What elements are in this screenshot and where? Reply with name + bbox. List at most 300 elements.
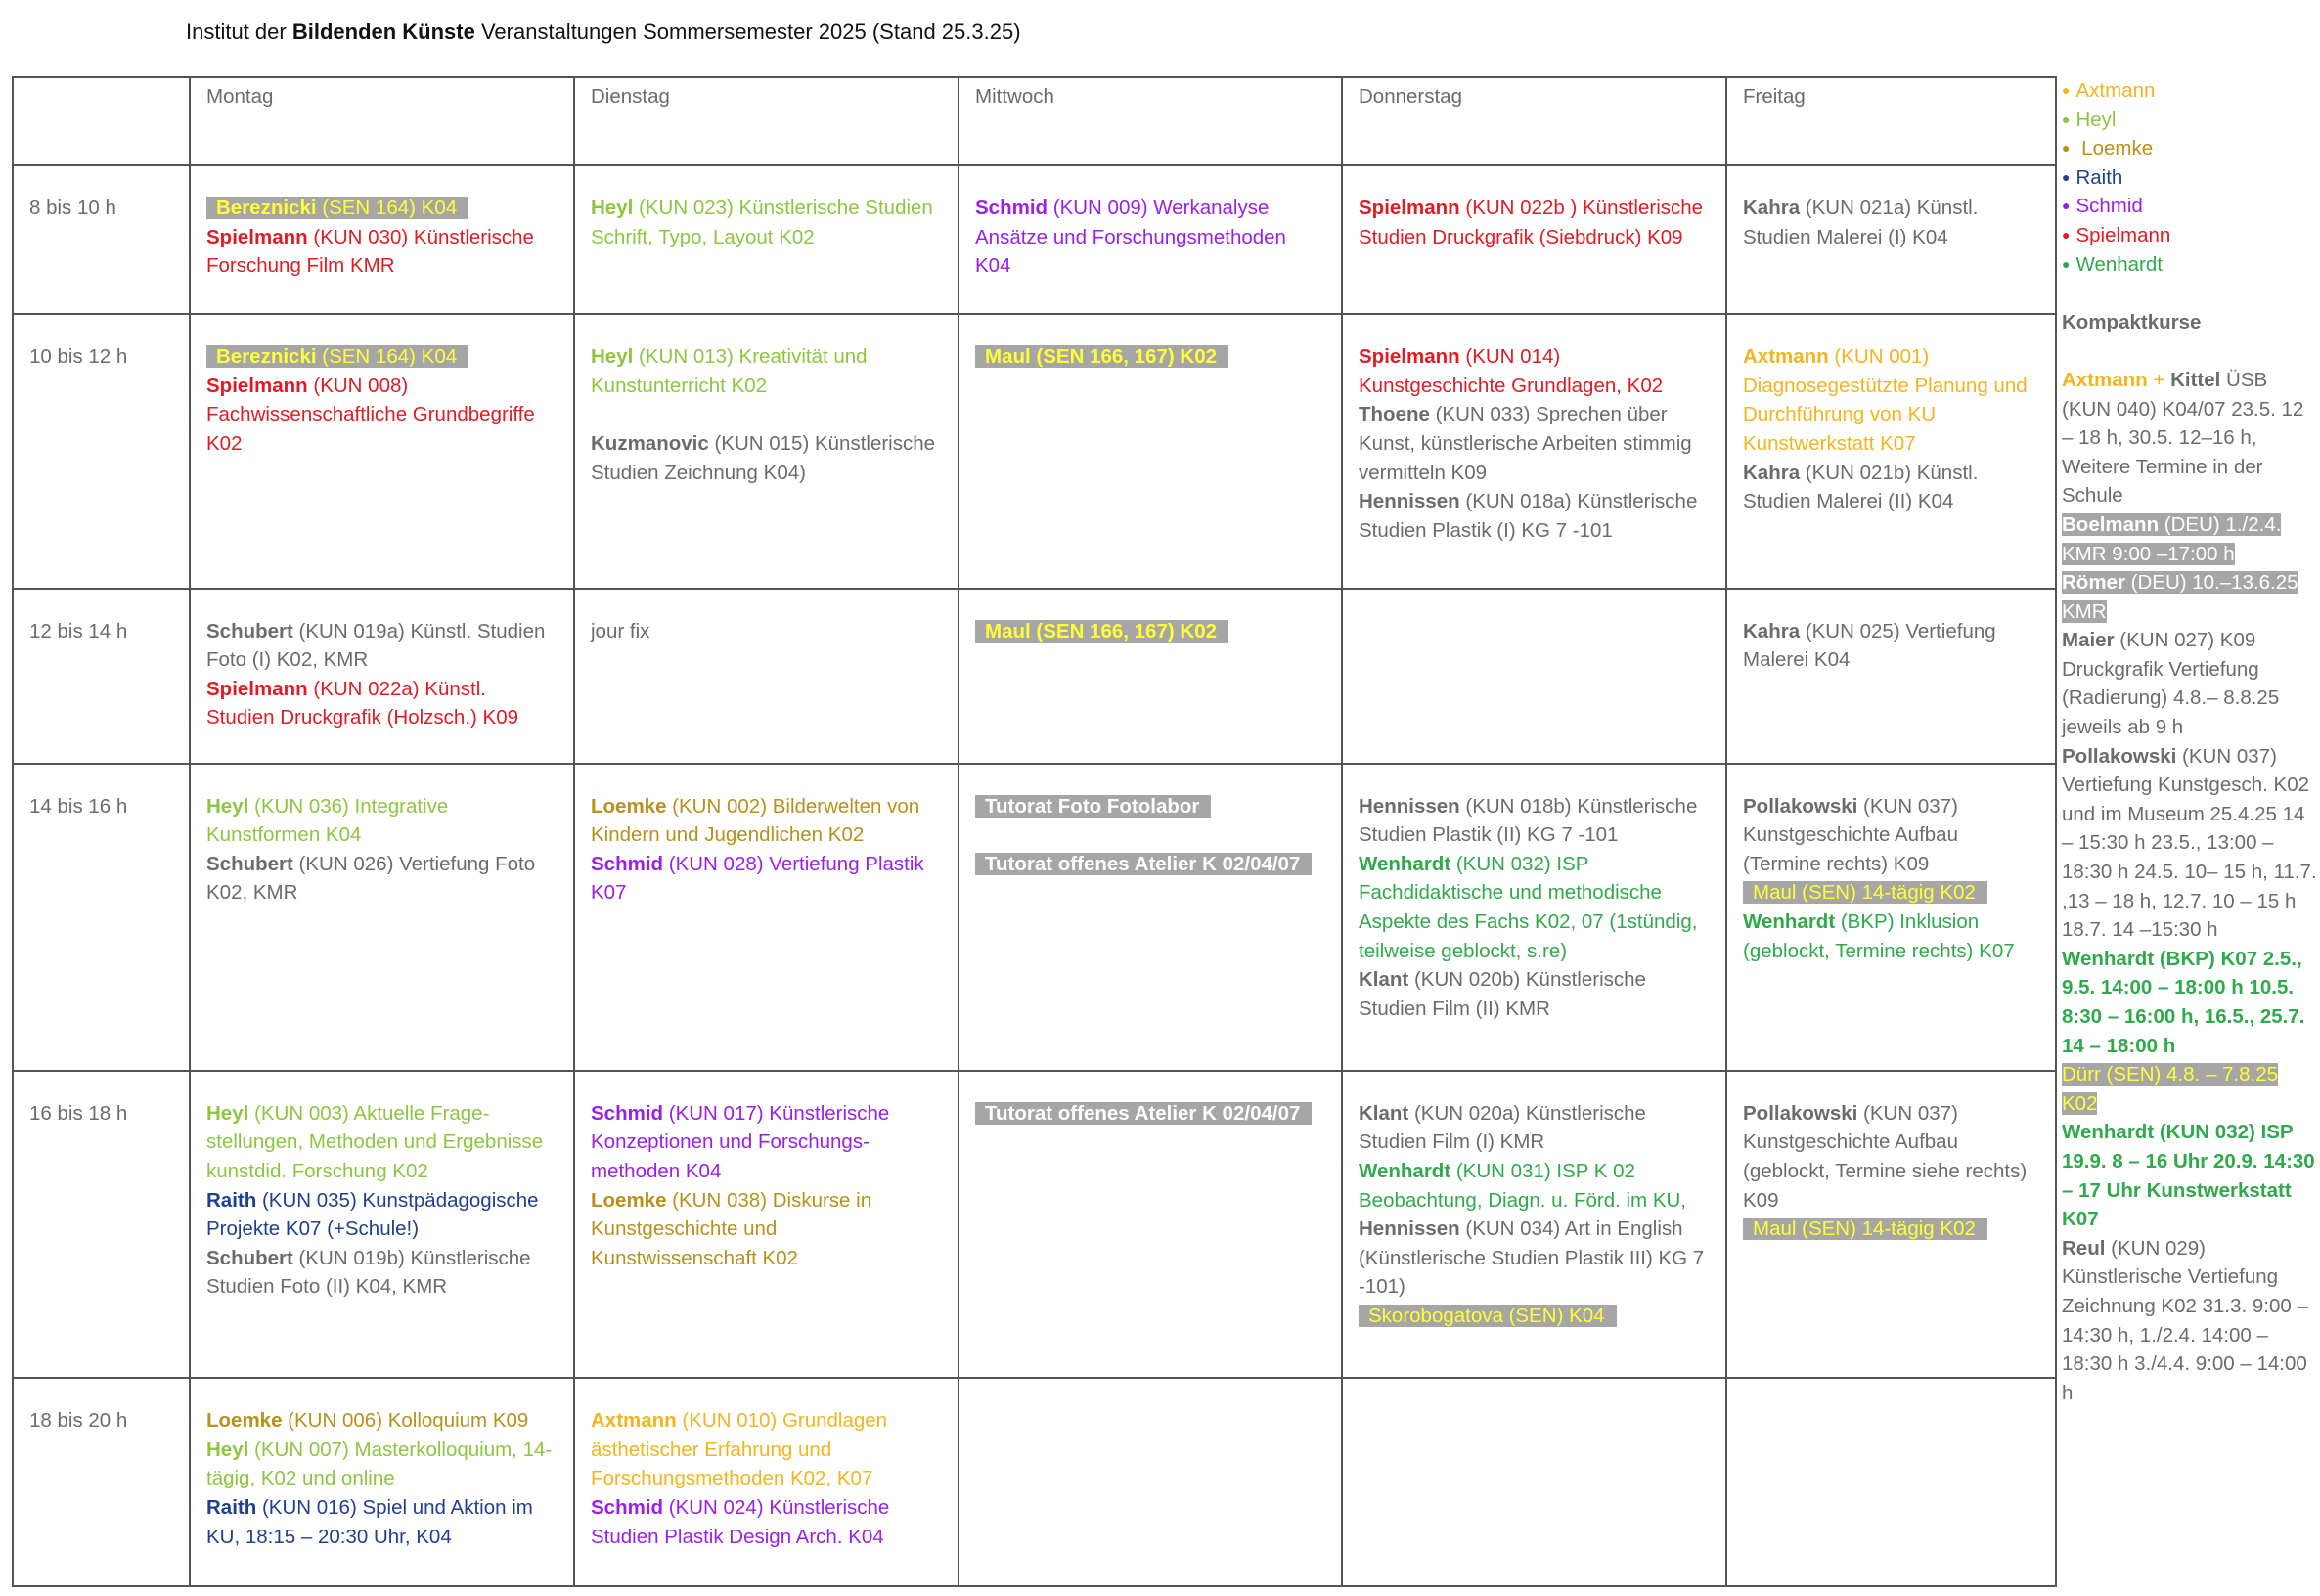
lecturer-name: Wenhardt [2062, 947, 2155, 970]
course-text [1359, 345, 1663, 397]
course-text [975, 197, 1286, 277]
course-details: jour fix [591, 619, 650, 643]
schedule-cell [959, 1071, 1342, 1378]
legend-name: Raith [2075, 165, 2123, 189]
course-text [206, 620, 545, 672]
course-text [1359, 1102, 1646, 1154]
course-text [1743, 881, 1987, 904]
course-entry [206, 372, 558, 459]
course-text [1359, 1305, 1617, 1327]
lecturer-name: Wenhardt [1359, 852, 1451, 875]
lecturer-name: Pollakowski [2062, 744, 2177, 768]
kompakt-text [2062, 571, 2298, 623]
kompakt-details: + [2147, 368, 2171, 391]
kompakt-text [2062, 948, 2304, 1057]
lecturer-name: Maier [2062, 629, 2115, 652]
course-details: (KUN 022a) Künstl. Studien Druckgrafik (Holzsch.) K09 [206, 677, 519, 730]
course-text [206, 375, 535, 455]
kompakt-text [2062, 629, 2279, 738]
kompakt-entry [2062, 626, 2318, 741]
course-entry [1359, 1302, 1710, 1331]
kompakt-text [2062, 745, 2317, 942]
legend-name: Loemke [2075, 137, 2154, 160]
schedule-cell [1342, 589, 1726, 764]
course-details: (KUN 002) Bilderwelten von Kindern und Jugendlichen K02 [591, 794, 920, 847]
course-entry [206, 617, 558, 675]
course-details: (KUN 024) Künstlerische Studien Plastik Design Arch. K04 [591, 1495, 890, 1548]
schedule-cell [1726, 165, 2056, 314]
lecturer-name: Raith [206, 1188, 257, 1212]
schedule-cell [1726, 314, 2056, 588]
course-text [1743, 795, 1958, 875]
lecturer-name: Spielmann [206, 677, 308, 700]
course-entry [206, 194, 558, 223]
lecturer-name: Heyl [591, 345, 634, 369]
course-text [975, 853, 1312, 875]
course-entry [206, 1244, 558, 1302]
title-part-3: Veranstaltungen Sommersemester 2025 (Stand 25.3.25) [474, 20, 1021, 44]
lecturer-name: Axtmann [591, 1409, 677, 1433]
course-entry [1743, 617, 2039, 675]
time-slot-row [13, 1071, 2056, 1378]
course-text [206, 226, 534, 278]
legend-item [2062, 106, 2318, 135]
course-entry [1359, 792, 1710, 850]
course-details: (KUN 007) Masterkolloquium, 14-tägig, K02 und online [206, 1438, 553, 1490]
course-entry [206, 1099, 558, 1186]
course-entry [1359, 400, 1710, 487]
course-entry [1743, 1215, 2039, 1244]
course-text [206, 1102, 543, 1182]
lecturer-name: Römer [2062, 571, 2125, 595]
course-entry [206, 342, 558, 372]
course-text [206, 678, 518, 730]
course-entry [975, 617, 1325, 646]
kompakt-details: (DEU) 1./2.4. KMR 9:00 –17:00 h [2062, 512, 2282, 565]
lecturer-name: Tutorat offenes Atelier K 02/04/07 [985, 852, 1301, 875]
course-entry [975, 194, 1325, 281]
day-header: Donnerstag [1342, 77, 1726, 165]
legend-item [2062, 76, 2318, 106]
legend-name: Spielmann [2075, 223, 2171, 246]
legend-name: Wenhardt [2075, 252, 2163, 276]
kompakt-text [2062, 369, 2303, 507]
title-part-1: Institut der [186, 20, 292, 44]
lecturer-name: Schubert [206, 619, 293, 643]
course-entry [206, 792, 558, 850]
kompakt-details: ÜSB (KUN 040) K04/07 23.5. 12 – 18 h, 30.5. 12–16 h, Weitere Termine in der Schule [2062, 368, 2304, 508]
kompakt-entry [2062, 945, 2318, 1060]
lecturer-name: Kahra [1743, 197, 1801, 219]
course-entry [206, 1436, 558, 1493]
kompakt-details: (KUN 027) K09 Druckgrafik Vertiefung (Radierung) 4.8.– 8.8.25 jeweils ab 9 h [2062, 629, 2280, 739]
lecturer-name: Hennissen [1359, 490, 1460, 513]
course-text [206, 1189, 539, 1241]
lecturer-name: Schubert [206, 852, 293, 875]
course-details: (KUN 021a) Künstl. Studien Malerei (I) K04 [1743, 197, 1979, 248]
course-details: (KUN 033) Sprechen über Kunst, künstlerische Arbeiten stimmig vermitteln K09 [1359, 403, 1692, 484]
kompakt-entry [2062, 742, 2318, 945]
course-text [1359, 197, 1703, 248]
course-text [206, 1409, 528, 1432]
lecturer-name: Schmid [591, 1495, 664, 1519]
lecturer-name: Dürr [2062, 1063, 2101, 1086]
course-text [591, 345, 868, 397]
schedule-cell [190, 764, 574, 1071]
kompakt-entry [2062, 1234, 2318, 1408]
schedule-table [12, 76, 2057, 1587]
schedule-cell [1342, 1378, 1726, 1586]
course-entry [1359, 1215, 1710, 1302]
lecturer-name: Tutorat Foto Fotolabor [985, 794, 1200, 818]
lecturer-name: Loemke [206, 1409, 283, 1433]
lecturer-name: Raith [206, 1495, 257, 1519]
course-text [1743, 620, 1996, 672]
legend-item [2062, 250, 2318, 280]
kompakt-entry [2062, 1118, 2318, 1233]
legend-item [2062, 163, 2318, 193]
schedule-cell [574, 589, 959, 764]
kompakt-entry [2062, 1060, 2318, 1118]
course-text [206, 1496, 533, 1548]
course-details: (KUN 018a) Künstlerische Studien Plastik (I) KG 7 -101 [1359, 490, 1698, 542]
course-text [1359, 853, 1697, 962]
course-text [1743, 910, 2015, 962]
lecturer-name: Schmid [975, 197, 1048, 219]
kompakt-text [2062, 1063, 2278, 1115]
course-text [591, 1189, 871, 1269]
kompakt-details: (DEU) 10.–13.6.25 KMR [2062, 571, 2298, 623]
lecturer-name: Hennissen [1359, 1218, 1460, 1241]
course-text [1743, 345, 2028, 455]
course-text [591, 620, 649, 643]
color-legend [2062, 76, 2318, 279]
course-details: (SEN 164) K04 [316, 197, 458, 219]
course-entry [975, 342, 1325, 372]
course-text [206, 345, 468, 368]
legend-dot-icon: ● [2062, 255, 2071, 272]
lecturer-name: Kuzmanovic [591, 431, 709, 455]
course-text [591, 197, 933, 248]
course-details: Maul (SEN) 14-tägig K02 [1753, 1218, 1976, 1241]
course-text [1359, 1160, 1686, 1212]
course-entry [206, 1493, 558, 1551]
course-details: (KUN 020b) Künstlerische Studien Film (II) KMR [1359, 968, 1646, 1020]
legend-item [2062, 134, 2318, 163]
course-entry [591, 850, 942, 908]
kompakt-details: (SEN) 4.8. – 7.8.25 K02 [2062, 1063, 2279, 1115]
lecturer-name: Boelmann [2062, 512, 2160, 536]
course-text [1743, 1102, 2027, 1212]
course-details: (KUN 020a) Künstlerische Studien Film (I) KMR [1359, 1101, 1646, 1154]
course-details: (KUN 015) Künstlerische Studien Zeichnung K04) [591, 431, 936, 484]
course-details: (KUN 016) Spiel und Aktion im KU, 18:15 – 20:30 Uhr, K04 [206, 1495, 533, 1548]
course-text [1359, 795, 1697, 847]
lecturer-name: Spielmann [1359, 197, 1460, 219]
course-text [1743, 462, 1978, 513]
time-slot-row [13, 764, 2056, 1071]
course-details: (KUN 013) Kreativität und Kunstunterricht K02 [591, 345, 868, 397]
course-entry [591, 792, 942, 850]
lecturer-name: Pollakowski [1743, 1101, 1858, 1125]
legend-dot-icon: ● [2062, 111, 2071, 127]
lecturer-name: Heyl [206, 1101, 249, 1125]
schedule-cell [1342, 165, 1726, 314]
course-text [1359, 490, 1697, 542]
course-entry [1743, 908, 2039, 965]
lecturer-name: Spielmann [206, 225, 308, 248]
lecturer-name: Loemke [591, 794, 667, 818]
lecturer-name: Spielmann [206, 374, 308, 397]
lecturer-name: Spielmann [1359, 345, 1460, 369]
course-text [206, 1247, 531, 1299]
course-text [591, 853, 924, 905]
course-text [591, 1496, 889, 1548]
course-details: (KUN 036) Integrative Kunstformen K04 [206, 794, 449, 847]
kompakt-entry [2062, 510, 2318, 568]
course-text [206, 795, 448, 847]
course-details: (KUN 032) ISP Fachdidaktische und methodische Aspekte des Fachs K02, 07 (1stündig, teilweise geblockt, s.re) [1359, 852, 1698, 962]
schedule-cell [1726, 1378, 2056, 1586]
course-details: (KUN 014) Kunstgeschichte Grundlagen, K02 [1359, 345, 1664, 397]
lecturer-name: Tutorat offenes Atelier K 02/04/07 [985, 1101, 1301, 1125]
schedule-cell [959, 1378, 1342, 1586]
course-entry [591, 342, 942, 400]
course-text [975, 345, 1228, 368]
lecturer-name: Kahra [1743, 461, 1801, 484]
lecturer-name: Thoene [1359, 403, 1430, 426]
course-entry [1743, 194, 2039, 251]
lecturer-name: Klant [1359, 968, 1409, 992]
course-text [975, 795, 1211, 818]
page-title [186, 20, 1021, 45]
course-entry [1743, 342, 2039, 458]
lecturer-name: Kahra [1743, 619, 1801, 643]
legend-name: Schmid [2075, 195, 2143, 218]
course-entry [975, 850, 1325, 879]
lecturer-name: Pollakowski [1743, 794, 1858, 818]
course-details: (KUN 035) Kunstpädagogische Projekte K07 (+Schule!) [206, 1188, 539, 1241]
course-entry [1359, 194, 1710, 251]
course-text [591, 432, 935, 484]
title-institute-name: Bildenden Künste [291, 20, 475, 44]
day-header: Mittwoch [959, 77, 1342, 165]
course-details: (KUN 037) Kunstgeschichte Aufbau (Termine rechts) K09 [1743, 794, 1958, 875]
time-slot-row [13, 1378, 2056, 1586]
course-details: (KUN 038) Diskurse in Kunstgeschichte und Kunstwissenschaft K02 [591, 1188, 872, 1269]
schedule-cell [1342, 1071, 1726, 1378]
lecturer-name: Wenhardt [1743, 909, 1836, 933]
course-details: (KUN 008) Fachwissenschaftliche Grundbegriffe K02 [206, 374, 535, 455]
course-entry [591, 1493, 942, 1551]
lecturer-name: Heyl [206, 794, 249, 818]
schedule-cell [190, 589, 574, 764]
time-slot-label: 10 bis 12 h [13, 314, 190, 588]
legend-name: Heyl [2075, 108, 2117, 131]
course-entry [1743, 1099, 2039, 1215]
course-entry [1359, 342, 1710, 400]
lecturer-name: Heyl [206, 1438, 249, 1461]
course-entry [1359, 1099, 1710, 1157]
course-details: (KUN 034) Art in English (Künstlerische Studien Plastik III) KG 7 -101) [1359, 1218, 1705, 1299]
lecturer-name: Bereznicki [216, 197, 317, 219]
time-slot-label: 16 bis 18 h [13, 1071, 190, 1378]
schedule-cell [190, 1378, 574, 1586]
legend-dot-icon: ● [2062, 82, 2071, 98]
course-entry [1743, 792, 2039, 879]
schedule-cell [190, 165, 574, 314]
time-slot-label: 8 bis 10 h [13, 165, 190, 314]
course-details: (KUN 010) Grundlagen ästhetischer Erfahrung und Forschungsmethoden K02, K07 [591, 1409, 888, 1490]
kompakt-text [2062, 1121, 2315, 1230]
course-details: (KUN 018b) Künstlerische Studien Plastik (II) KG 7 -101 [1359, 794, 1698, 847]
kompakt-details: (KUN 032) ISP 19.9. 8 – 16 Uhr 20.9. 14:30 – 17 Uhr Kunstwerkstatt K07 [2062, 1121, 2315, 1231]
schedule-cell [1726, 589, 2056, 764]
course-details: (KUN 026) Vertiefung Foto K02, KMR [206, 852, 536, 905]
course-entry [591, 617, 942, 646]
course-details: (KUN 030) Künstlerische Forschung Film KMR [206, 225, 534, 278]
course-text [206, 197, 468, 219]
course-details: (SEN 164) K04 [316, 345, 458, 369]
legend-dot-icon: ● [2062, 198, 2071, 214]
course-entry [591, 1099, 942, 1186]
course-details: Skorobogatova (SEN) K04 [1368, 1305, 1605, 1328]
legend-dot-icon: ● [2062, 226, 2071, 243]
course-details: (KUN 009) Werkanalyse Ansätze und Forschungsmethoden K04 [975, 197, 1286, 278]
course-text [206, 1439, 552, 1490]
course-entry [591, 1406, 942, 1493]
schedule-cell [959, 589, 1342, 764]
course-text [975, 1102, 1312, 1125]
sidebar [2062, 76, 2318, 1407]
course-text [1359, 1218, 1704, 1298]
header-row [13, 77, 2056, 165]
course-details: (KUN 037) Kunstgeschichte Aufbau (geblockt, Termine siehe rechts) K09 [1743, 1101, 2028, 1212]
day-header: Montag [190, 77, 574, 165]
schedule-cell [1726, 764, 2056, 1071]
course-entry [206, 675, 558, 732]
time-slot-label: 12 bis 14 h [13, 589, 190, 764]
course-details: (KUN 028) Vertiefung Plastik K07 [591, 852, 924, 905]
course-entry [975, 792, 1325, 821]
lecturer-name: Maul (SEN 166, 167) K02 [985, 345, 1217, 369]
time-slot-label: 18 bis 20 h [13, 1378, 190, 1586]
course-text [591, 795, 919, 847]
course-text [591, 1102, 889, 1182]
course-text [1743, 1218, 1987, 1240]
schedule-cell [959, 165, 1342, 314]
course-text [975, 620, 1228, 643]
lecturer-name: Loemke [591, 1188, 667, 1212]
lecturer-name: Axtmann [2062, 368, 2148, 391]
lecturer-name: Hennissen [1359, 794, 1460, 818]
schedule-cell [1342, 314, 1726, 588]
course-entry [1359, 850, 1710, 965]
course-details: (KUN 019a) Künstl. Studien Foto (I) K02, KMR [206, 619, 546, 672]
course-text [1359, 968, 1646, 1020]
lecturer-name: Schubert [206, 1246, 293, 1269]
course-text [1743, 197, 1978, 248]
kompakt-entry [2062, 366, 2318, 510]
kompakt-text [2062, 1237, 2308, 1404]
day-header: Freitag [1726, 77, 2056, 165]
schedule-cell [574, 1071, 959, 1378]
course-details: Maul (SEN) 14-tägig K02 [1753, 881, 1976, 905]
course-entry [206, 1186, 558, 1244]
lecturer-name: Schmid [591, 1101, 664, 1125]
lecturer-name: Axtmann [1743, 345, 1829, 369]
course-details: (KUN 023) Künstlerische Studien Schrift, Typo, Layout K02 [591, 197, 933, 248]
schedule-cell [574, 1378, 959, 1586]
legend-item [2062, 192, 2318, 221]
course-entry [591, 1186, 942, 1273]
schedule-cell [959, 314, 1342, 588]
course-entry [975, 1099, 1325, 1129]
lecturer-name: Wenhardt [1359, 1160, 1451, 1183]
time-slot-row [13, 589, 2056, 764]
schedule-cell [190, 1071, 574, 1378]
legend-name: Axtmann [2075, 79, 2156, 102]
course-details: (KUN 019b) Künstlerische Studien Foto (II) K04, KMR [206, 1246, 531, 1299]
course-entry [1359, 1157, 1710, 1215]
time-slot-row [13, 165, 2056, 314]
lecturer-name: Maul (SEN 166, 167) K02 [985, 619, 1217, 643]
course-details: (KUN 001) Diagnosegestützte Planung und Durchführung von KU Kunstwerkstatt K07 [1743, 345, 2028, 455]
lecturer-name: Schmid [591, 852, 664, 875]
legend-dot-icon: ● [2062, 168, 2071, 185]
course-entry [1743, 459, 2039, 516]
schedule-cell [1342, 764, 1726, 1071]
course-entry [1359, 487, 1710, 545]
course-details: (KUN 022b ) Künstlerische Studien Druckgrafik (Siebdruck) K09 [1359, 197, 1704, 248]
schedule-cell [574, 314, 959, 588]
course-entry [591, 429, 942, 487]
schedule-cell [190, 314, 574, 588]
course-entry [206, 223, 558, 281]
kompakt-details: (BKP) K07 2.5., 9.5. 14:00 – 18:00 h 10.5. 8:30 – 16:00 h, 16.5., 25.7. 14 – 18:00 h [2062, 947, 2305, 1057]
kompakt-details: (KUN 029) Künstlerische Vertiefung Zeichnung K02 31.3. 9:00 – 14:30 h, 1./2.4. 14:00 – 18:30 h 3./4.4. 9:00 – 14:00 h [2062, 1236, 2308, 1404]
corner-cell [13, 77, 190, 165]
kompakt-entry [2062, 568, 2318, 626]
legend-item [2062, 221, 2318, 250]
course-details: (KUN 017) Künstlerische Konzeptionen und Forschungs-methoden K04 [591, 1101, 890, 1183]
course-entry [206, 1406, 558, 1436]
schedule-cell [574, 165, 959, 314]
course-details: (BKP) Inklusion (geblockt, Termine rechts) K07 [1743, 909, 2015, 962]
schedule-cell [1726, 1071, 2056, 1378]
co-lecturer-name: Kittel [2170, 368, 2221, 391]
schedule-body [13, 165, 2056, 1586]
legend-dot-icon: ● [2062, 140, 2071, 156]
course-entry [1359, 965, 1710, 1023]
kompakt-title: Kompaktkurse [2062, 310, 2202, 333]
course-details: (KUN 006) Kolloquium K09 [282, 1409, 529, 1433]
kompakt-list [2062, 366, 2318, 1407]
kompakt-text [2062, 513, 2281, 565]
course-details: (KUN 031) ISP K 02 Beobachtung, Diagn. u. Förd. im KU, [1359, 1160, 1687, 1212]
schedule-cell [959, 764, 1342, 1071]
lecturer-name: Bereznicki [216, 345, 317, 369]
course-entry [591, 194, 942, 251]
day-header: Dienstag [574, 77, 959, 165]
lecturer-name: Wenhardt [2062, 1121, 2155, 1144]
time-slot-label: 14 bis 16 h [13, 764, 190, 1071]
course-text [591, 1409, 887, 1489]
lecturer-name: Reul [2062, 1236, 2106, 1260]
course-details: (KUN 021b) Künstl. Studien Malerei (II) K04 [1743, 461, 1979, 513]
course-text [1359, 403, 1692, 483]
course-details: (KUN 025) Vertiefung Malerei K04 [1743, 619, 1996, 672]
